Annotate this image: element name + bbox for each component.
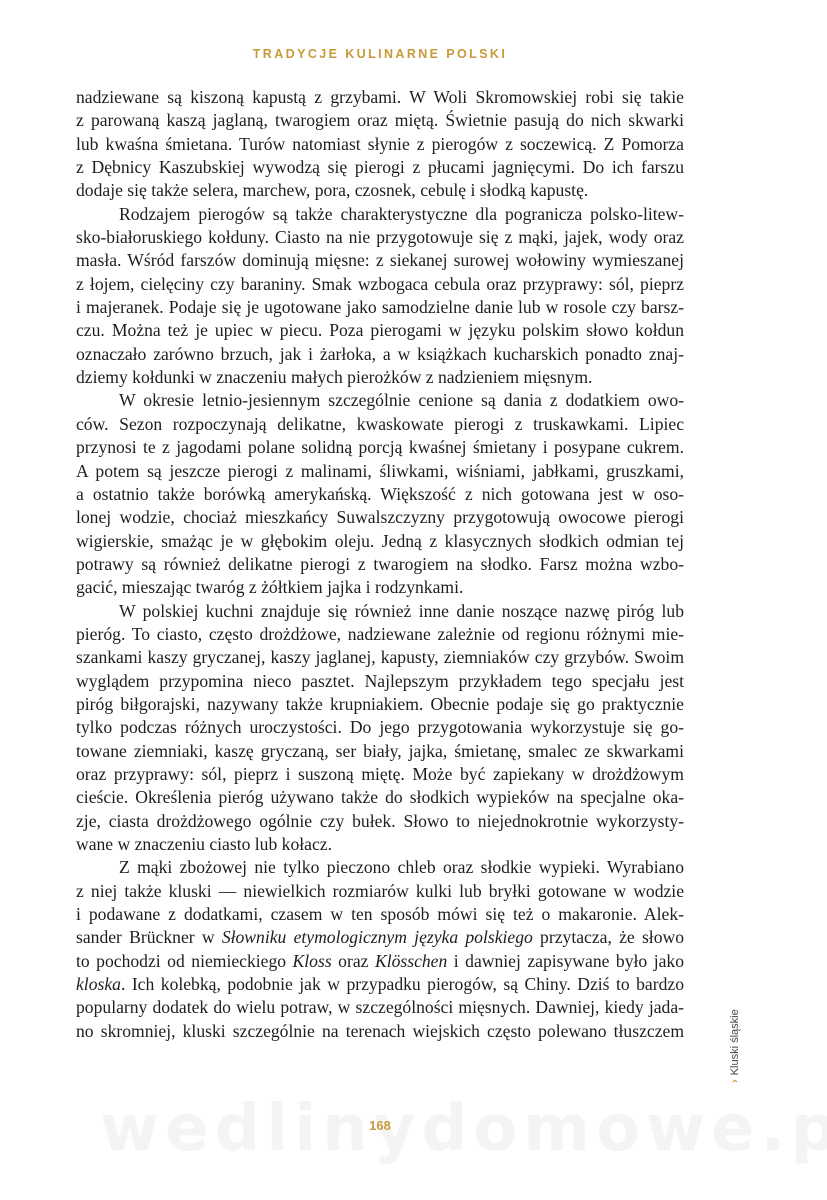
text-line: z Dębnicy Kaszubskiej wywodzą się pierogi z płucami jagnięcymi. Do ich farszu (76, 157, 684, 178)
text-line: gacić, mieszając twaróg z żółtkiem jajka i rodzynkami. (76, 577, 464, 598)
page-number: 168 (369, 1118, 391, 1133)
text-line: a ostatnio także borówką amerykańską. Większość z nich gotowana jest w oso- (76, 483, 684, 504)
running-head: TRADYCJE KULINARNE POLSKI (252, 47, 508, 61)
chevron-right-icon: › (729, 1079, 741, 1083)
text-line: popularny dodatek do wielu potraw, w szczególności mięsnych. Dawniej, kiedy jada- (76, 997, 684, 1018)
text-line: z niej także kluski — niewielkich rozmiarów kulki lub bryłki gotowane w wodzie (76, 880, 684, 901)
text-line: oznaczało zarówno brzuch, jak i żarłoka, a w książkach kucharskich ponadto znaj- (76, 343, 684, 364)
text-line: dodaje się także selera, marchew, pora, czosnek, cebulę i słodką kapustę. (76, 180, 589, 201)
paragraph-first-line: W okresie letnio-jesiennym szczególnie cenione są dania z dodatkiem owo- (119, 390, 684, 411)
section-side-tab (726, 1011, 744, 1091)
text-line: masła. Wśród farszów dominują mięsne: z siekanej surowej wołowiny wymieszanej (76, 250, 684, 271)
text-line: A potem są jeszcze pierogi z malinami, śliwkami, wiśniami, jabłkami, gruszkami, (76, 460, 684, 481)
text-line: przynosi te z jagodami polane solidną porcją kwaśnej śmietany i posypane cukrem. (76, 437, 684, 458)
text-line: szankami kaszy gryczanej, kaszy jaglanej, kapusty, ziemniaków czy grzybów. Swoim (76, 647, 684, 668)
text-line: zje, ciasta drożdżowego ogólnie czy bułek. Słowo to niejednokrotnie wykorzysty- (76, 810, 684, 831)
text-line: pieróg. To ciasto, często drożdżowe, nadziewane zależnie od regionu różnymi mie- (76, 623, 684, 644)
paragraph-first-line: Z mąki zbożowej nie tylko pieczono chleb oraz słodkie wypieki. Wyrabiano (119, 857, 684, 878)
paragraph-first-line: W polskiej kuchni znajduje się również inne danie noszące nazwę piróg lub (119, 600, 684, 621)
text-line: wigierskie, smażąc je w głębokim oleju. Jedną z klasycznych słodkich odmian tej (76, 530, 684, 551)
text-line: tylko podczas różnych uroczystości. Do jego przygotowania wykorzystuje się go- (76, 717, 684, 738)
text-line: z parowaną kaszą jaglaną, twarogiem oraz miętą. Świetnie pasują do nich skwarki (76, 110, 684, 131)
text-line: i podawane z dodatkami, czasem w ten sposób mówi się też o makaronie. Alek- (76, 904, 684, 925)
text-line: lub kwaśna śmietana. Turów natomiast słynie z pierogów z soczewicą. Z Pomorza (76, 133, 684, 154)
text-line: ców. Sezon rozpoczynają delikatne, kwaskowate pierogi z truskawkami. Lipiec (76, 413, 684, 434)
text-line: potrawy są również delikatne pierogi z twarogiem na słodko. Farsz można wzbo- (76, 553, 684, 574)
text-line: to pochodzi od niemieckiego Kloss oraz Klösschen i dawniej zapisywane było jako (76, 950, 684, 971)
side-tab-label: Kluski śląskie (729, 1009, 741, 1076)
text-line: sko-białoruskiego kołduny. Ciasto na nie przygotowuje się z mąki, jajek, wody oraz (76, 227, 684, 248)
paragraph-first-line: Rodzajem pierogów są także charakterystyczne dla pogranicza polsko-litew- (119, 203, 684, 224)
text-line: sander Brückner w Słowniku etymologicznym języka polskiego przytacza, że słowo (76, 927, 684, 948)
text-line: no skromniej, kluski szczególnie na terenach wiejskich często polewano tłuszczem (76, 1020, 684, 1041)
text-line: nadziewane są kiszoną kapustą z grzybami. W Woli Skromowskiej robi się takie (76, 87, 684, 107)
text-line: i majeranek. Podaje się je ugotowane jako samodzielne danie lub w rosole czy barsz- (76, 297, 684, 318)
text-line: oraz przyprawy: sól, pieprz i suszoną miętę. Może być zapiekany w drożdżowym (76, 763, 684, 784)
text-line: dziemy kołdunki w znaczeniu małych pierożków z nadzieniem mięsnym. (76, 367, 593, 388)
body-text (76, 86, 684, 1043)
text-line: piróg biłgorajski, nazywany także krupniakiem. Obecnie podaje się go praktycznie (76, 693, 684, 714)
text-line: czu. Można też je upiec w piecu. Poza pierogami w języku polskim słowo kołdun (76, 320, 684, 341)
text-line: towane ziemniaki, kaszę gryczaną, ser biały, jajka, śmietanę, smalec ze skwarkami (76, 740, 684, 761)
text-line: lonej wodzie, chociaż mieszkańcy Suwalszczyzny przygotowują owocowe pierogi (76, 507, 684, 528)
text-line: kloska. Ich kolebką, podobnie jak w przypadku pierogów, są Chiny. Dziś to bardzo (76, 974, 684, 995)
text-line: wane w znaczeniu ciasto lub kołacz. (76, 834, 332, 854)
text-line: z łojem, cielęciny czy baraniny. Smak wzbogaca cebula oraz przyprawy: sól, pieprz (76, 273, 684, 294)
text-line: cieście. Określenia pieróg używano także do słodkich wypieków na specjalne oka- (76, 787, 684, 808)
text-line: wyglądem przypomina nieco pasztet. Najlepszym przykładem tego specjału jest (76, 670, 684, 691)
